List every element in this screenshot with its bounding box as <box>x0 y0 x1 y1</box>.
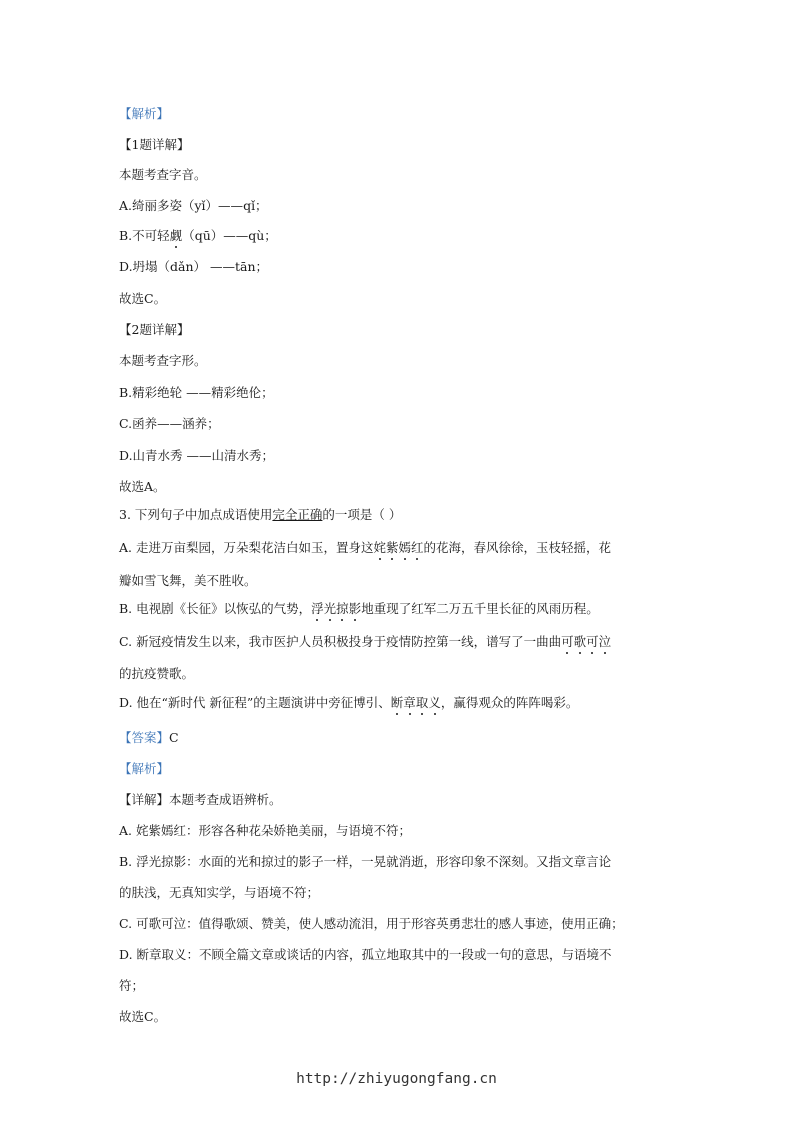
q2-option-b: B.精彩绝轮 ——精彩绝伦； <box>119 385 274 400</box>
explain-a: A. 姹紫嫣红：形容各种花朵娇艳美丽，与语境不符； <box>119 823 411 838</box>
q1-option-a <box>119 198 268 214</box>
q3-option-b <box>119 601 599 617</box>
dotted-char: 红 <box>411 540 424 555</box>
q1-answer: 故选C。 <box>119 291 167 306</box>
dotted-char: 光 <box>323 601 337 616</box>
jiexi-heading: 【解析】 <box>119 106 170 121</box>
q3-detail-line <box>119 792 282 808</box>
dotted-char: 可 <box>586 634 599 649</box>
q3-d-post: ，赢得观众的阵阵喝彩。 <box>440 695 579 710</box>
q1-a-text: A.绮丽多姿（yǐ）—— <box>119 198 244 213</box>
q3-option-c-line1 <box>119 634 611 650</box>
q3-stem-post: 的一项是（ ） <box>322 507 402 522</box>
q3-a-post: 的花海，春风徐徐，玉枝轻摇，花 <box>423 540 612 555</box>
q3-option-c-line2: 的抗疫赞歌。 <box>119 666 195 681</box>
q3-d-pre: D. 他在“新时代 新征程”的主题演讲中旁征博引、 <box>119 695 391 710</box>
answer-tag: 【答案】 <box>119 730 170 745</box>
q2-intro: 本题考查字形。 <box>119 353 207 368</box>
q3-c-pre: C. 新冠疫情发生以来，我市医护人员积极投身于疫情防控第一线，谱写了一曲曲 <box>119 634 562 649</box>
q1-intro: 本题考查字音。 <box>119 167 207 182</box>
q2-option-c: C.函养——涵养； <box>119 416 220 431</box>
dotted-char: 嫣 <box>398 540 412 555</box>
q3-answer-line <box>119 730 179 746</box>
q1-a-tail: qǐ； <box>243 198 268 213</box>
q3-option-a-line1 <box>119 540 611 556</box>
dotted-char: 可 <box>561 634 574 649</box>
dotted-char: 断 <box>390 695 404 710</box>
explain-d-line2: 符； <box>119 978 145 993</box>
q1-b-dotted-char: 觑 <box>169 228 183 243</box>
dotted-char: 泣 <box>598 634 612 649</box>
dotted-char: 义 <box>428 695 441 710</box>
dotted-char: 章 <box>403 695 416 710</box>
q3-b-post: 地重现了红军二万五千里长征的风雨历程。 <box>361 601 599 616</box>
explain-d-line1: D. 断章取义：不顾全篇文章或谈话的内容，孤立地取其中的一段或一句的意思，与语境不 <box>119 947 612 962</box>
q3-a-pre: A. 走进万亩梨园，万朵梨花洁白如玉，置身这 <box>119 540 374 555</box>
detail-text: 本题考查成语辨析。 <box>169 792 282 807</box>
q1-option-b <box>119 228 277 244</box>
detail-tag: 【详解】 <box>119 792 170 807</box>
q3-b-pre: B. 电视剧《长征》以恢弘的气势， <box>119 601 312 616</box>
explain-b-line1: B. 浮光掠影：水面的光和掠过的影子一样，一晃就消逝，形容印象不深刻。又指文章言论 <box>119 854 612 869</box>
footer-url: http://zhiyugongfang.cn <box>296 1071 497 1087</box>
explain-c: C. 可歌可泣：值得歌颂、赞美，使人感动流泪，用于形容英勇悲壮的感人事迹，使用正确； <box>119 916 624 931</box>
dotted-char: 取 <box>415 695 429 710</box>
dotted-char: 姹 <box>373 540 386 555</box>
answer-value: C <box>169 730 179 745</box>
q3-final-answer: 故选C。 <box>119 1009 167 1024</box>
q3-stem-underlined: 完全正确 <box>272 507 323 522</box>
q3-stem-pre: 3. 下列句子中加点成语使用 <box>119 507 273 522</box>
dotted-char: 掠 <box>336 601 349 616</box>
q3-jiexi-heading: 【解析】 <box>119 761 170 776</box>
q2-detail-heading: 【2题详解】 <box>119 322 190 337</box>
q3-option-d <box>119 695 578 711</box>
q1-b-tail: （qū）——qù； <box>182 228 277 243</box>
q2-option-d: D.山青水秀 ——山清水秀； <box>119 448 275 463</box>
q2-answer: 故选A。 <box>119 479 166 494</box>
q1-b-pre: B.不可轻 <box>119 228 170 243</box>
q3-option-a-line2: 瓣如雪飞舞，美不胜收。 <box>119 573 257 588</box>
q3-stem <box>119 507 401 523</box>
explain-b-line2: 的肤浅，无真知实学，与语境不符； <box>119 885 320 900</box>
dotted-char: 浮 <box>311 601 324 616</box>
dotted-char: 影 <box>348 601 362 616</box>
q1-detail-heading: 【1题详解】 <box>119 137 190 152</box>
dotted-char: 歌 <box>573 634 587 649</box>
dotted-char: 紫 <box>386 540 399 555</box>
q1-option-d: D.坍塌（dǎn） ——tān； <box>119 259 269 274</box>
